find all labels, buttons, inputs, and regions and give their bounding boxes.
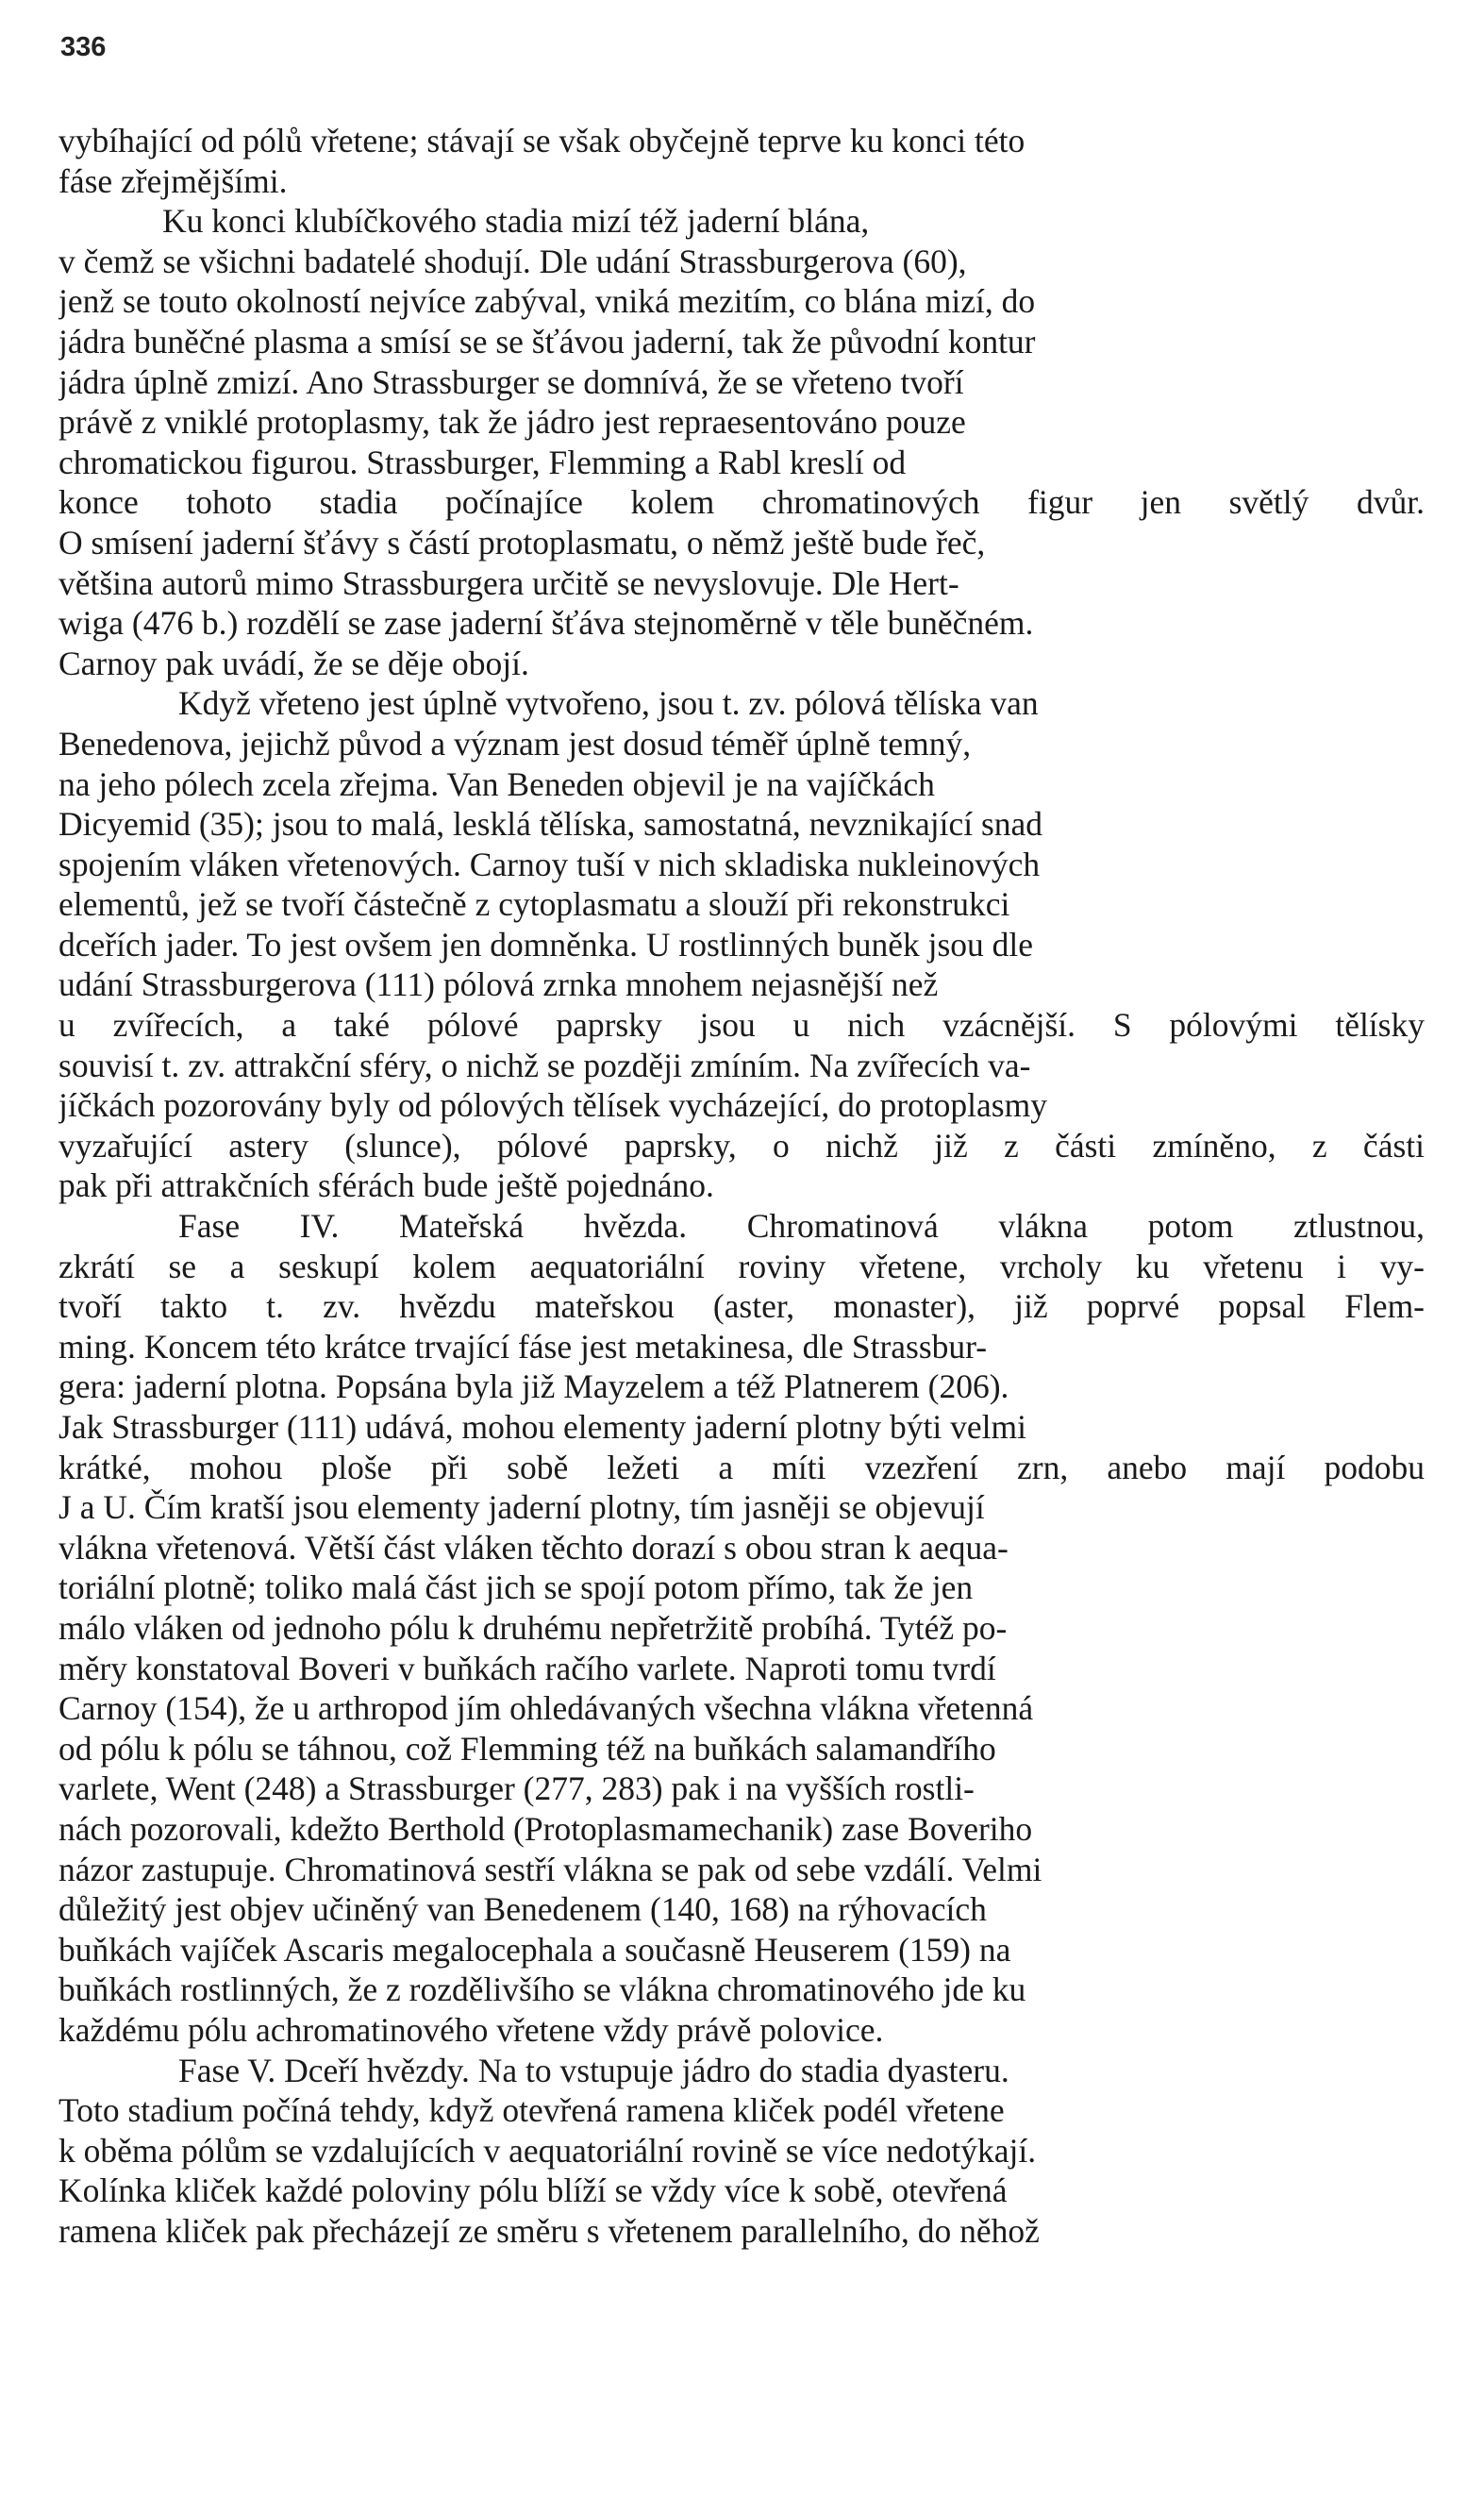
- text-line: u zvířecích, a také pólové paprsky jsou u nich vzácnější. S pólovými tělísky: [58, 1006, 1425, 1045]
- text-line: názor zastupuje. Chromatinová sestří vlákna se pak od sebe vzdálí. Velmi: [58, 1850, 1042, 1888]
- text-line: většina autorů mimo Strassburgera určitě se nevyslovuje. Dle Hert-: [58, 563, 959, 602]
- text-line: gera: jaderní plotna. Popsána byla již Mayzelem a též Platnerem (206).: [58, 1367, 1009, 1406]
- text-line: Toto stadium počíná tehdy, když otevřená ramena kliček podél vřetene: [58, 2091, 1005, 2130]
- text-line: Když vřeteno jest úplně vytvořeno, jsou t. zv. pólová tělíska van: [178, 684, 1039, 723]
- text-line: tvoří takto t. zv. hvězdu mateřskou (aster, monaster), již poprvé popsal Flem-: [58, 1287, 1425, 1326]
- text-line: k oběma pólům se vzdalujících v aequatoriální rovině se více nedotýkají.: [58, 2131, 1037, 2170]
- text-line: spojením vláken vřetenových. Carnoy tuší v nich skladiska nukleinových: [58, 845, 1041, 883]
- text-line: důležitý jest objev učiněný van Benedenem (140, 168) na rýhovacích: [58, 1890, 987, 1929]
- text-line: buňkách rostlinných, že z rozdělivšího se vlákna chromatinového jde ku: [58, 1970, 1026, 2009]
- text-line: Kolínka kliček každé poloviny pólu blíží se vždy více k sobě, otevřená: [58, 2171, 1008, 2210]
- text-line: jádra úplně zmizí. Ano Strassburger se domnívá, že se vřeteno tvoří: [58, 362, 964, 401]
- text-line: málo vláken od jednoho pólu k druhému nepřetržitě probíhá. Tytéž po-: [58, 1608, 1008, 1647]
- text-line: konce tohoto stadia počínajíce kolem chromatinových figur jen světlý dvůr.: [58, 483, 1425, 522]
- text-line: O smísení jaderní šťávy s částí protoplasmatu, o němž ještě bude řeč,: [58, 523, 986, 562]
- text-line: jenž se touto okolností nejvíce zabýval, vniká mezitím, co blána mizí, do: [58, 282, 1036, 321]
- text-line: Carnoy (154), že u arthropod jím ohledávaných všechna vlákna vřetenná: [58, 1689, 1034, 1728]
- text-line: právě z vniklé protoplasmy, tak že jádro jest repraesentováno pouze: [58, 403, 966, 442]
- text-line: buňkách vajíček Ascaris megalocephala a současně Heuserem (159) na: [58, 1930, 1011, 1969]
- text-line: měry konstatoval Boveri v buňkách račího varlete. Naproti tomu tvrdí: [58, 1649, 996, 1687]
- text-line: souvisí t. zv. attrakční sféry, o nichž se později zmíním. Na zvířecích va-: [58, 1046, 1031, 1084]
- text-line: Carnoy pak uvádí, že se děje obojí.: [58, 644, 529, 682]
- text-line: jíčkách pozorovány byly od pólových tělísek vycházející, do protoplasmy: [58, 1086, 1047, 1125]
- text-line: v čemž se všichni badatelé shodují. Dle udání Strassburgerova (60),: [58, 242, 967, 280]
- text-line: na jeho pólech zcela zřejma. Van Beneden objevil je na vajíčkách: [58, 764, 935, 803]
- text-line: Fase V. Dceří hvězdy. Na to vstupuje jádro do stadia dyasteru.: [178, 2051, 1009, 2089]
- text-line: varlete, Went (248) a Strassburger (277, 283) pak i na vyšších rostli-: [58, 1769, 975, 1808]
- text-line: Benedenova, jejichž původ a význam jest dosud téměř úplně temný,: [58, 724, 972, 763]
- page-number: 336: [60, 32, 107, 62]
- text-line: krátké, mohou ploše při sobě ležeti a míti vzezření zrn, anebo mají podobu: [58, 1448, 1425, 1486]
- text-line: Jak Strassburger (111) udává, mohou elementy jaderní plotny býti velmi: [58, 1408, 1026, 1446]
- text-line: ming. Koncem této krátce trvající fáse jest metakinesa, dle Strassbur-: [58, 1327, 988, 1366]
- text-line: vlákna vřetenová. Větší část vláken těchto dorazí s obou stran k aequa-: [58, 1528, 1009, 1567]
- text-line: chromatickou figurou. Strassburger, Flemming a Rabl kreslí od: [58, 443, 907, 481]
- text-line: dceřích jader. To jest ovšem jen domněnka. U rostlinných buněk jsou dle: [58, 925, 1034, 964]
- text-line: Dicyemid (35); jsou to malá, lesklá tělíska, samostatná, nevznikající snad: [58, 805, 1043, 844]
- text-line: udání Strassburgerova (111) pólová zrnka mnohem nejasnější než: [58, 965, 939, 1004]
- text-line: od pólu k pólu se táhnou, což Flemming též na buňkách salamandřího: [58, 1729, 996, 1768]
- text-line: vyzařující astery (slunce), pólové paprsky, o nichž již z části zmíněno, z části: [58, 1126, 1425, 1165]
- text-line: zkrátí se a seskupí kolem aequatoriální roviny vřetene, vrcholy ku vřetenu i vy-: [58, 1247, 1425, 1285]
- text-line: wiga (476 b.) rozdělí se zase jaderní šťáva stejnoměrně v těle buněčném.: [58, 604, 1034, 643]
- text-line: ramena kliček pak přecházejí ze směru s vřetenem parallelního, do něhož: [58, 2211, 1040, 2250]
- text-line: jádra buněčné plasma a smísí se se šťávou jaderní, tak že původní kontur: [58, 322, 1036, 360]
- body-text: [58, 121, 1425, 2251]
- text-line: fáse zřejmějšími.: [58, 161, 288, 200]
- text-line: Ku konci klubíčkového stadia mizí též jaderní blána,: [162, 202, 870, 241]
- text-line: nách pozorovali, kdežto Berthold (Protoplasmamechanik) zase Boveriho: [58, 1809, 1033, 1848]
- text-line: Fase IV. Mateřská hvězda. Chromatinová vlákna potom ztlustnou,: [178, 1207, 1425, 1246]
- text-line: J a U. Čím kratší jsou elementy jaderní plotny, tím jasněji se objevují: [58, 1488, 985, 1527]
- text-line: pak při attrakčních sférách bude ještě pojednáno.: [58, 1166, 714, 1205]
- text-line: elementů, jež se tvoří částečně z cytoplasmatu a slouží při rekonstrukci: [58, 885, 1010, 924]
- text-line: každému pólu achromatinového vřetene vždy právě polovice.: [58, 2010, 884, 2049]
- text-line: toriální plotně; toliko malá část jich se spojí potom přímo, tak že jen: [58, 1568, 974, 1607]
- text-line: vybíhající od pólů vřetene; stávají se však obyčejně teprve ku konci této: [58, 122, 1025, 159]
